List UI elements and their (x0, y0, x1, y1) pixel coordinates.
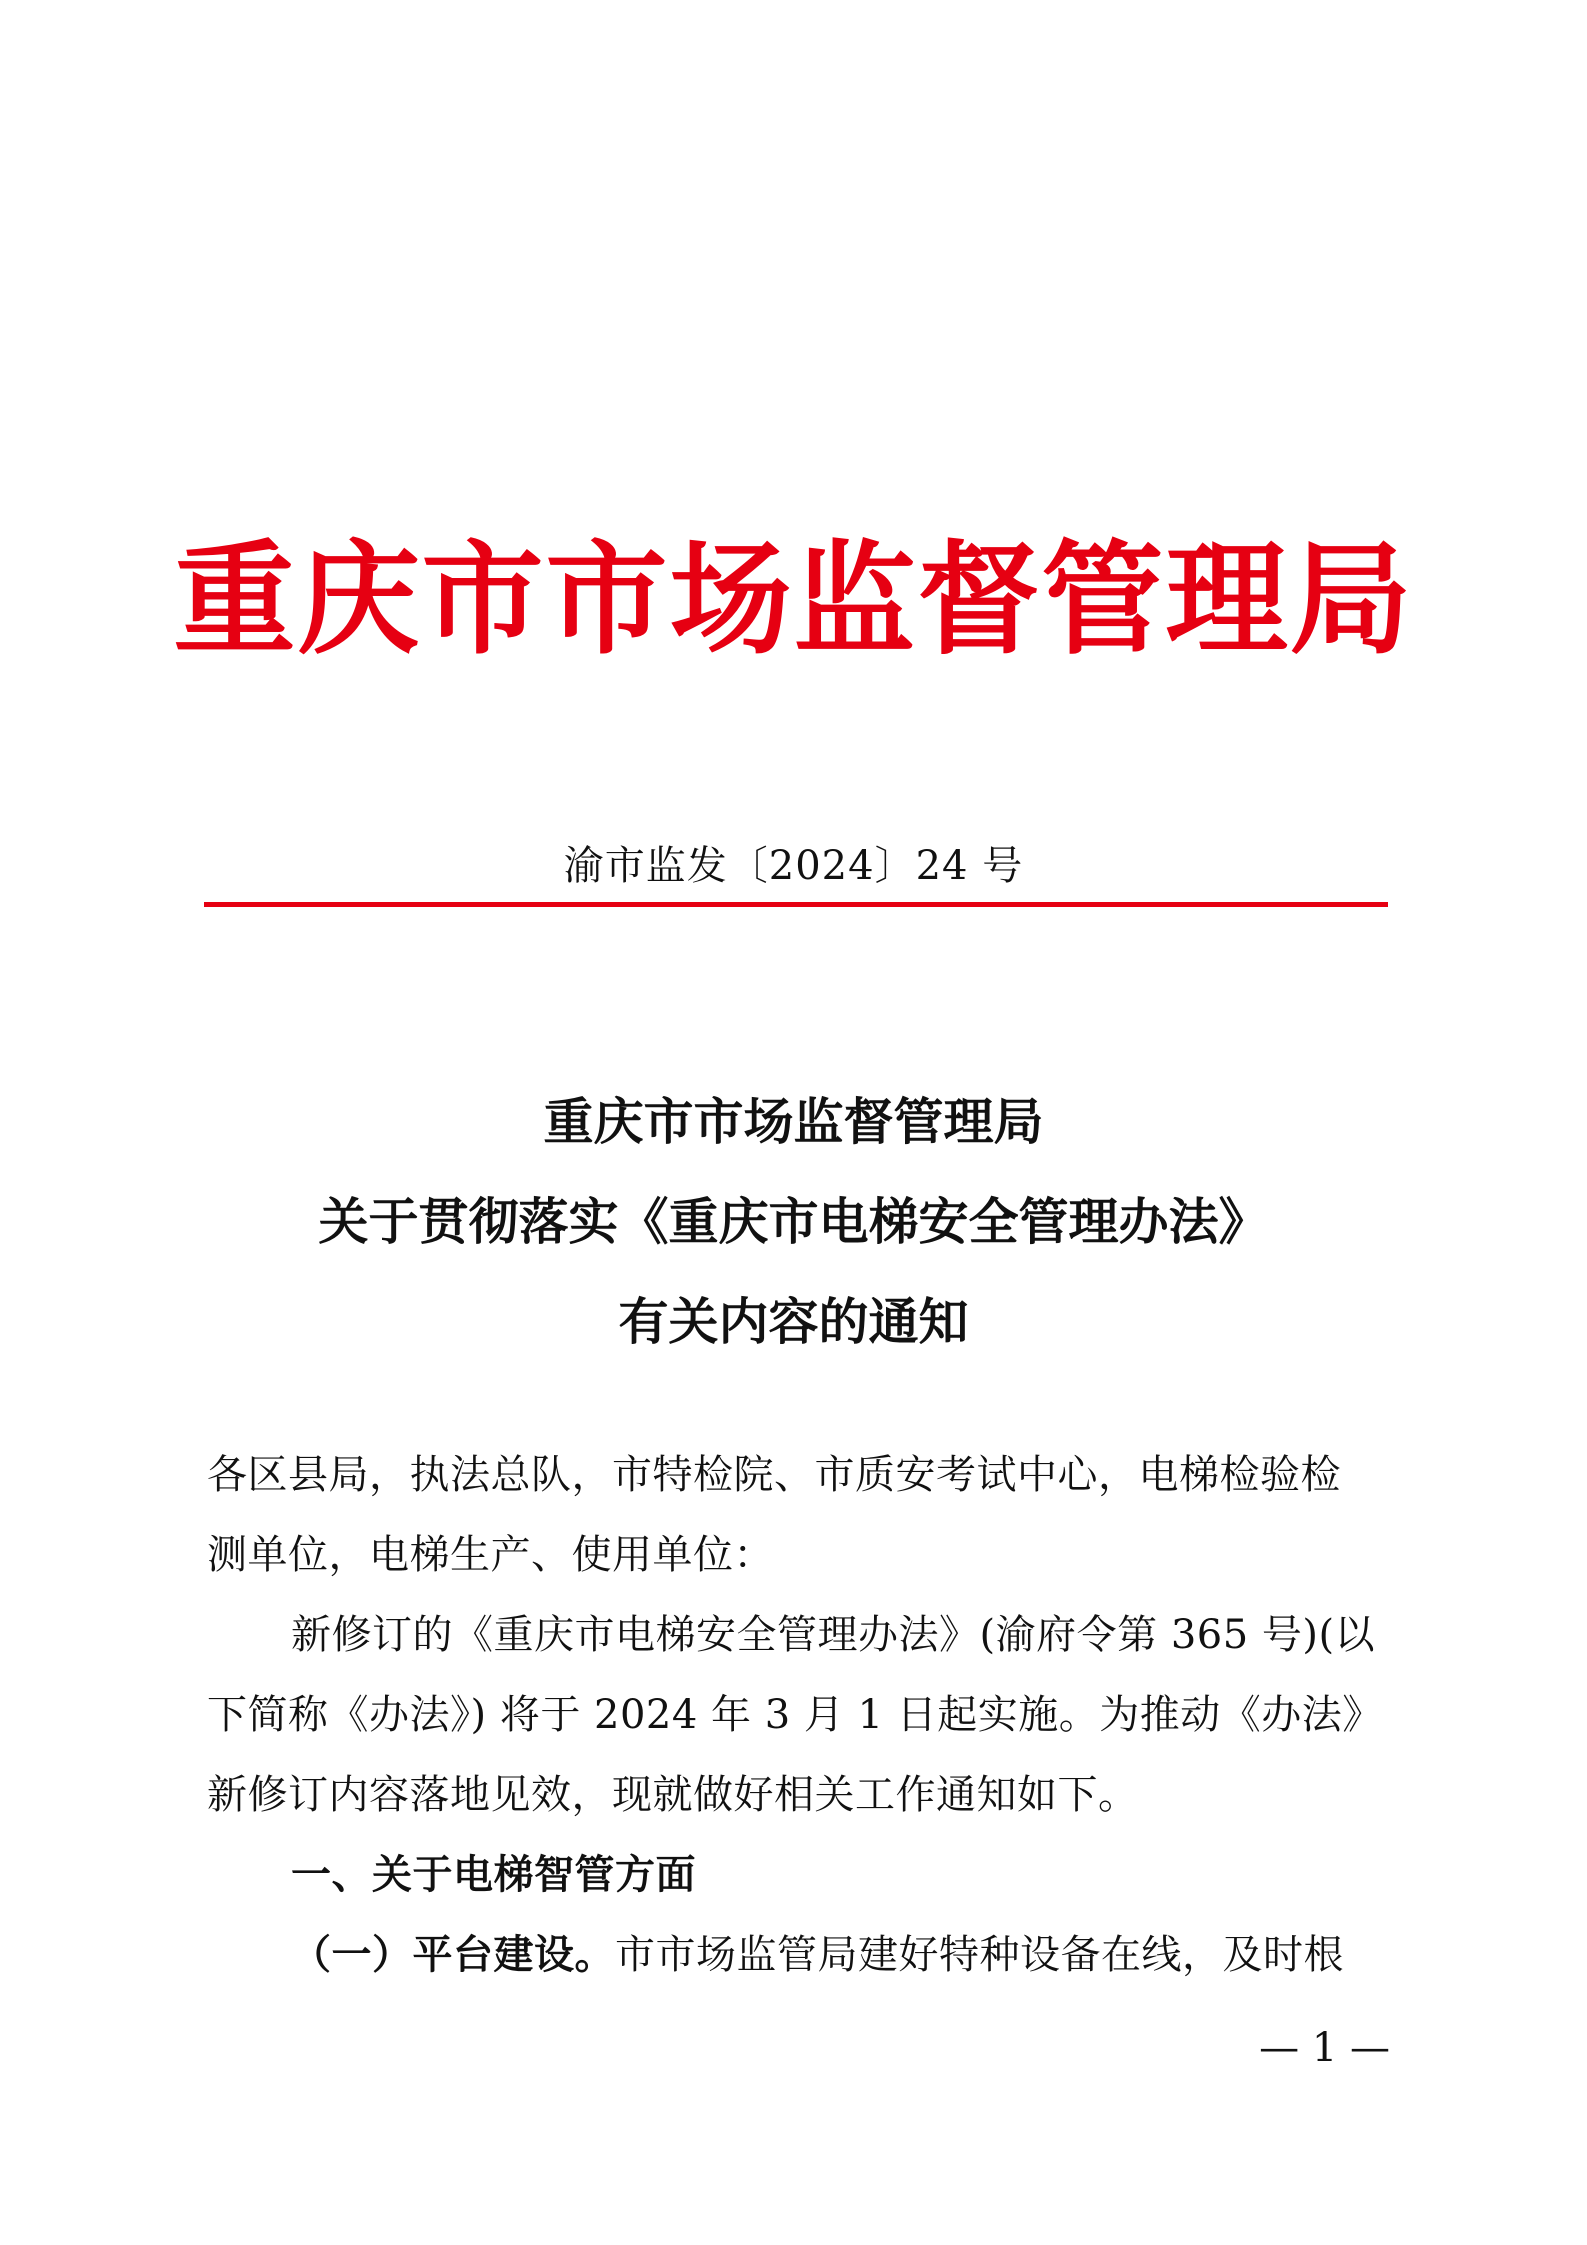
addressee-line-2: 测单位，电梯生产、使用单位： (207, 1532, 774, 1578)
document-title (0, 1072, 1587, 1372)
intro-line-3: 新修订内容落地见效，现就做好相关工作通知如下。 (207, 1772, 1139, 1818)
addressee-line-1: 各区县局，执法总队，市特检院、市质安考试中心，电梯检验检 (207, 1452, 1341, 1498)
title-line-2: 关于贯彻落实《重庆市电梯安全管理办法》 (318, 1193, 1269, 1251)
page-number: — 1 — (1259, 2025, 1390, 2071)
title-line-1: 重庆市市场监督管理局 (543, 1093, 1044, 1151)
document-number: 渝市监发〔2024〕24 号 (563, 843, 1024, 889)
intro-line-1: 新修订的《重庆市电梯安全管理办法》(渝府令第 365 号)(以 (291, 1612, 1376, 1658)
subsection-1-text: 市市场监管局建好特种设备在线，及时根 (615, 1932, 1344, 1978)
section-heading-1: 一、关于电梯智管方面 (291, 1852, 696, 1898)
agency-masthead: 重庆市市场监督管理局 (173, 529, 1414, 671)
document-body (207, 1435, 1387, 1995)
subsection-1-line (207, 1915, 1387, 1995)
subsection-1-label: （一）平台建设。 (291, 1932, 615, 1978)
title-line-3: 有关内容的通知 (618, 1293, 969, 1351)
intro-line-2: 下简称《办法》) 将于 2024 年 3 月 1 日起实施。为推动《办法》 (207, 1692, 1383, 1738)
red-divider-line (204, 902, 1388, 907)
